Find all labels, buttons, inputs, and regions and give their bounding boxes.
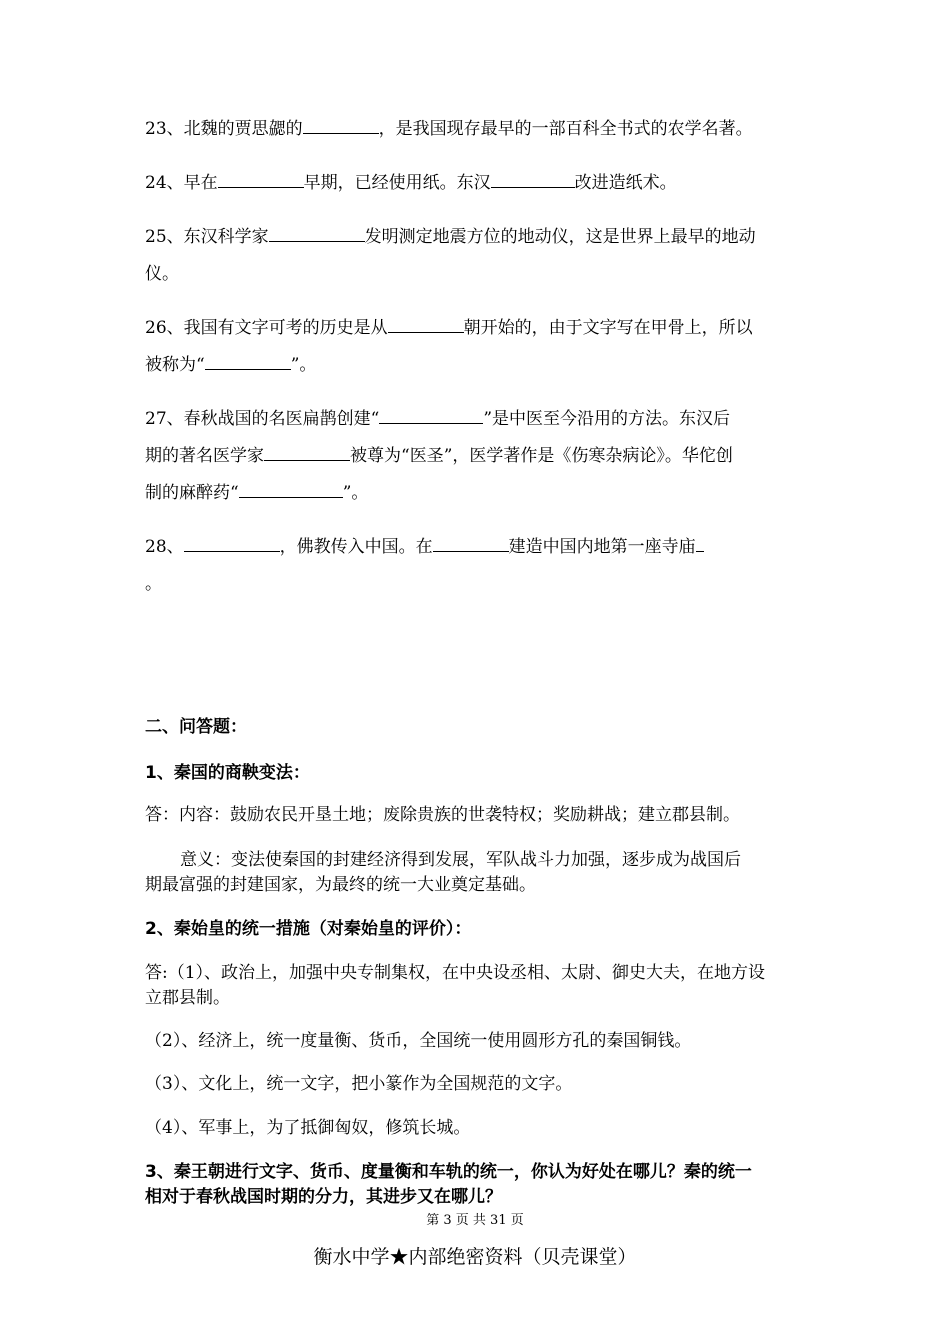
q26-blank-2[interactable]	[205, 353, 291, 370]
qa-q2-answer-3: （3）、文化上，统一文字，把小篆作为全国规范的文字。	[145, 1074, 573, 1094]
q27-blank-3[interactable]	[239, 481, 343, 498]
question-26-line2	[145, 353, 316, 377]
q26-line2-suffix: ”。	[290, 355, 317, 375]
q28-mid: ，佛教传入中国。在	[279, 537, 433, 557]
q28-prefix: 28、	[145, 537, 184, 557]
q24-mid: 早期，已经使用纸。东汉	[303, 173, 491, 193]
q26-line2-prefix: 被称为“	[145, 355, 205, 375]
qa-q2-answer-1-line1: 答:（1）、政治上，加强中央专制集权，在中央设丞相、太尉、御史大夫，在地方设	[145, 963, 766, 983]
q26-suffix: 朝开始的，由于文字写在甲骨上，所以	[463, 318, 753, 338]
q28-blank-2[interactable]	[433, 535, 509, 552]
q23-prefix: 23、北魏的贾思勰的	[145, 119, 303, 139]
q27-prefix: 27、春秋战国的名医扁鹊创建“	[145, 409, 380, 429]
qa-q1-title: 1、秦国的商鞅变法：	[145, 763, 310, 783]
q26-prefix: 26、我国有文字可考的历史是从	[145, 318, 388, 338]
question-25	[145, 225, 756, 249]
q24-blank-1[interactable]	[218, 171, 304, 188]
qa-q2-title: 2、秦始皇的统一措施（对秦始皇的评价）：	[145, 919, 472, 939]
q25-blank[interactable]	[269, 225, 365, 242]
q23-blank[interactable]	[303, 117, 379, 134]
question-28-line2: 。	[145, 574, 162, 594]
qa-q2-answer-4: （4）、军事上，为了抵御匈奴，修筑长城。	[145, 1118, 471, 1138]
question-26	[145, 316, 753, 340]
q28-blank-1[interactable]	[184, 535, 280, 552]
q28-suffix: 建造中国内地第一座寺庙	[508, 537, 696, 557]
qa-q2-answer-1-line2: 立郡县制。	[145, 988, 230, 1008]
question-28	[145, 535, 704, 559]
qa-q1-meaning-line2: 期最富强的封建国家，为最终的统一大业奠定基础。	[145, 875, 536, 895]
q27-line3-prefix: 制的麻醉药“	[145, 483, 239, 503]
footer-brand: 衡水中学★内部绝密资料（贝壳课堂）	[313, 1246, 637, 1268]
question-23	[145, 117, 753, 141]
q27-line3-suffix: ”。	[342, 483, 369, 503]
page-number: 第 3 页 共 31 页	[426, 1213, 524, 1228]
section-title-qa: 二、问答题：	[145, 717, 247, 737]
q27-blank-2[interactable]	[264, 444, 350, 461]
q24-blank-2[interactable]	[491, 171, 575, 188]
q27-line2-suffix: 被尊为“医圣”，医学著作是《伤寒杂病论》。华佗创	[350, 446, 733, 466]
question-27-line2	[145, 444, 733, 468]
qa-q1-answer: 答：内容：鼓励农民开垦土地；废除贵族的世袭特权；奖励耕战；建立郡县制。	[145, 805, 740, 825]
qa-q2-answer-2: （2）、经济上，统一度量衡、货币，全国统一使用圆形方孔的秦国铜钱。	[145, 1031, 692, 1051]
q27-suffix: ”是中医至今沿用的方法。东汉后	[483, 409, 731, 429]
question-27	[145, 407, 730, 431]
qa-q1-meaning-line1: 意义：变法使秦国的封建经济得到发展，军队战斗力加强，逐步成为战国后	[180, 850, 741, 870]
q23-suffix: ，是我国现存最早的一部百科全书式的农学名著。	[378, 119, 753, 139]
qa-q3-title-line2: 相对于春秋战国时期的分力，其进步又在哪儿？	[145, 1187, 502, 1207]
q28-blank-3[interactable]	[696, 535, 704, 552]
question-27-line3	[145, 481, 368, 505]
q25-suffix: 发明测定地震方位的地动仪，这是世界上最早的地动	[364, 227, 756, 247]
qa-q3-title-line1: 3、秦王朝进行文字、货币、度量衡和车轨的统一，你认为好处在哪儿？秦的统一	[145, 1162, 752, 1182]
q26-blank-1[interactable]	[388, 316, 464, 333]
q27-blank-1[interactable]	[379, 407, 483, 424]
q24-suffix: 改进造纸术。	[574, 173, 677, 193]
q27-line2-prefix: 期的著名医学家	[145, 446, 264, 466]
question-25-line2: 仪。	[145, 264, 179, 284]
q25-prefix: 25、东汉科学家	[145, 227, 269, 247]
question-24	[145, 171, 677, 195]
q24-prefix: 24、早在	[145, 173, 218, 193]
